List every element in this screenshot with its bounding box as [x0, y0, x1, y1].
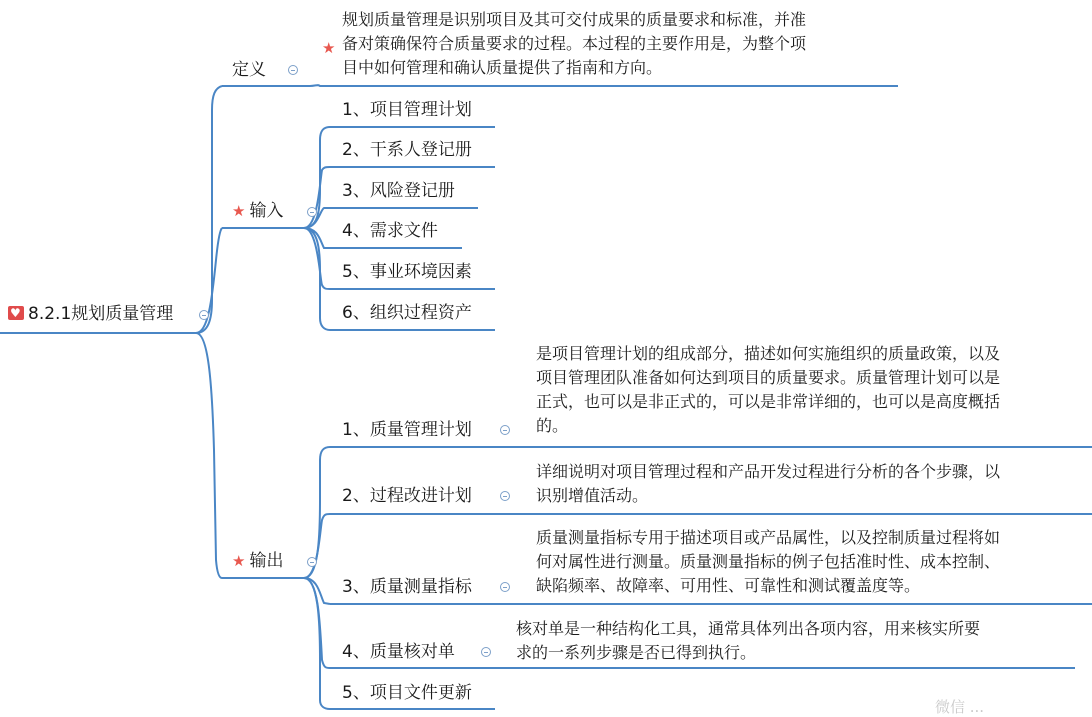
output-4-collapse-toggle[interactable]: [481, 647, 491, 657]
output-2-desc: 详细说明对项目管理过程和产品开发过程进行分析的各个步骤，以 识别增值活动。: [536, 462, 1001, 505]
branch-inputs[interactable]: [232, 201, 283, 221]
input-item-4[interactable]: 4、需求文件: [342, 221, 438, 241]
branch-definition[interactable]: [232, 60, 266, 80]
definition-text: [322, 8, 806, 80]
output-item-4[interactable]: 4、质量核对单: [342, 642, 455, 662]
output-item-1[interactable]: 1、质量管理计划: [342, 420, 472, 440]
output-item-5[interactable]: 5、项目文件更新: [342, 683, 472, 703]
star-icon: ★: [322, 39, 336, 57]
input-item-3[interactable]: 3、风险登记册: [342, 181, 455, 201]
output-item-3[interactable]: 3、质量测量指标: [342, 577, 472, 597]
root-topic[interactable]: [8, 304, 173, 324]
root-collapse-toggle[interactable]: [199, 310, 209, 320]
branch-outputs[interactable]: [232, 551, 283, 571]
input-item-2[interactable]: 2、干系人登记册: [342, 140, 472, 160]
root-label: 8.2.1规划质量管理: [28, 304, 174, 324]
output-3-desc: 质量测量指标专用于描述项目或产品属性，以及控制质量过程将如 何对属性进行测量。质量测量指标的例子包括准时性、成本控制、 缺陷频率、故障率、可用性、可靠性和测试覆盖度等。: [536, 528, 1001, 595]
definition-line-3: 目中如何管理和确认质量提供了指南和方向。: [342, 58, 663, 77]
input-item-1[interactable]: 1、项目管理计划: [342, 100, 472, 120]
output-1-collapse-toggle[interactable]: [500, 425, 510, 435]
star-icon: ★: [232, 202, 246, 220]
definition-line-2: 备对策确保符合质量要求的过程。本过程的主要作用是，为整个项: [342, 34, 807, 53]
outputs-collapse-toggle[interactable]: [307, 557, 317, 567]
definition-line-1: ★ 规划质量管理是识别项目及其可交付成果的质量要求和标准，并准: [322, 8, 806, 32]
star-icon: ★: [232, 552, 246, 570]
output-item-2[interactable]: 2、过程改进计划: [342, 486, 472, 506]
input-item-5[interactable]: 5、事业环境因素: [342, 262, 472, 282]
output-4-desc: 核对单是一种结构化工具，通常具体列出各项内容，用来核实所要 求的一系列步骤是否已得到执行。: [516, 619, 981, 662]
input-item-6[interactable]: 6、组织过程资产: [342, 303, 472, 323]
inputs-label: 输入: [249, 201, 284, 221]
inputs-collapse-toggle[interactable]: [307, 207, 317, 217]
outputs-label: 输出: [249, 551, 284, 571]
output-2-collapse-toggle[interactable]: [500, 491, 510, 501]
definition-collapse-toggle[interactable]: [288, 65, 298, 75]
definition-label: 定义: [232, 60, 266, 80]
output-3-collapse-toggle[interactable]: [500, 582, 510, 592]
output-1-desc: 是项目管理计划的组成部分，描述如何实施组织的质量政策，以及 项目管理团队准备如何达到项目的质量要求。质量管理计划可以是 正式，也可以是非正式的，可以是非常详细的，也可以是高度概括 的。: [536, 344, 1001, 435]
watermark: 微信 ...: [935, 698, 985, 716]
heart-icon: [8, 306, 24, 320]
